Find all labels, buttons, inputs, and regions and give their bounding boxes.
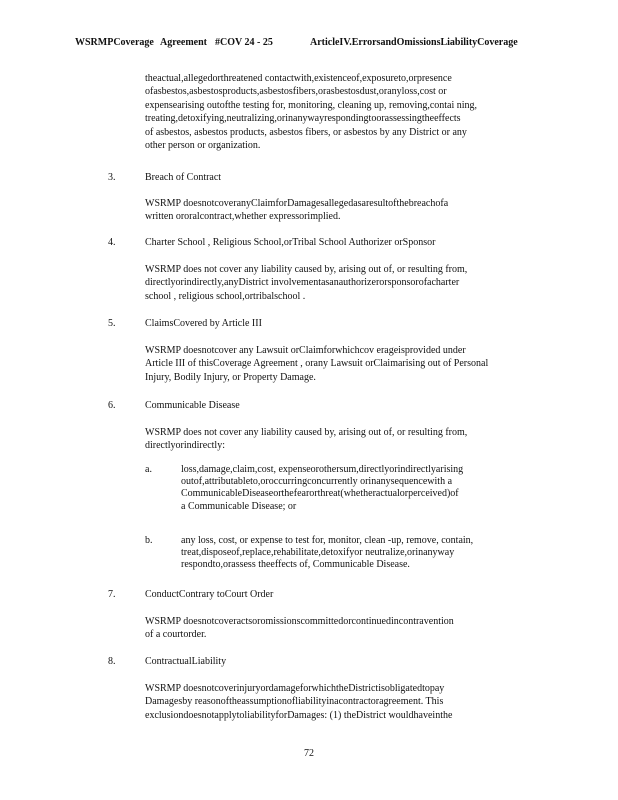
- subitem-letter: a.: [145, 464, 152, 475]
- text-line: WSRMP doesnotcover any Lawsuit orClaimforwhichcov erageisprovided under: [145, 345, 466, 356]
- item-number: 5.: [108, 318, 116, 329]
- header-article-title: ArticleIV.ErrorsandOmissionsLiabilityCoverage: [310, 37, 518, 48]
- text-line: other person or organization.: [145, 140, 261, 152]
- header-agreement-label: Agreement: [160, 37, 208, 48]
- text-line: WSRMP doesnotcoverinjuryordamageforwhichtheDistrictisobligatedtopay: [145, 683, 445, 694]
- text-line: directlyorindirectly,anyDistrict involvementasanauthorizerorsponsorofacharter: [145, 277, 460, 289]
- text-line: written ororalcontract,whether expressorimplied.: [145, 211, 341, 223]
- item-number: 8.: [108, 656, 116, 667]
- page-number: 72: [304, 748, 314, 759]
- text-line: WSRMP doesnotcoveranyClaimforDamagesallegedasaresultofthebreachofa: [145, 198, 449, 209]
- text-line: Damagesby reasonoftheassumptionofliabilityinacontractoragreement. This: [145, 696, 444, 708]
- item-body: [145, 197, 515, 224]
- header-coverage-name: WSRMPCoverage: [75, 37, 154, 48]
- item-number: 6.: [108, 400, 116, 411]
- item-body: [145, 263, 515, 303]
- item-title-contractual-liability: ContractualLiability: [145, 656, 227, 667]
- item-body: [145, 426, 515, 453]
- text-line: loss,damage,claim,cost, expenseorothersum,directlyorindirectlyarising: [181, 464, 464, 475]
- item-body: [145, 682, 515, 722]
- item-number: 4.: [108, 237, 116, 248]
- text-line: outof,attributableto,oroccurringconcurrently orinanysequencewith a: [181, 476, 453, 488]
- item-body: [145, 615, 515, 642]
- item-title-conduct-contrary: ConductContrary toCourt Order: [145, 589, 274, 600]
- text-line: ofasbestos,asbestosproducts,asbestosfibers,orasbestosdust,oranyloss,cost or: [145, 86, 447, 98]
- item-title-communicable-disease: Communicable Disease: [145, 400, 240, 411]
- subitem-body: [181, 535, 531, 572]
- text-line: theactual,allegedorthreatened contactwith,existenceof,exposureto,orpresence: [145, 73, 452, 84]
- text-line: WSRMP doesnotcoveractsoromissionscommittedorcontinuedincontravention: [145, 616, 454, 627]
- continuation-paragraph: [145, 72, 515, 152]
- text-line: Article III of thisCoverage Agreement , orany Lawsuit orClaimarising out of Personal: [145, 358, 489, 370]
- text-line: of a courtorder.: [145, 629, 207, 641]
- text-line: CommunicableDiseaseorthefearorthreat(whetheractualorperceived)of: [181, 488, 459, 500]
- header-agreement-number: #COV 24 - 25: [215, 37, 273, 48]
- text-line: school , religious school,ortribalschool .: [145, 290, 306, 302]
- subitem-letter: b.: [145, 535, 153, 546]
- item-title-claims-covered: ClaimsCovered by Article III: [145, 318, 262, 329]
- text-line: a Communicable Disease; or: [181, 500, 297, 512]
- text-line: of asbestos, asbestos products, asbestos fibers, or asbestos by any District or any: [145, 126, 467, 138]
- text-line: any loss, cost, or expense to test for, monitor, clean -up, remove, contain,: [181, 535, 474, 546]
- text-line: treat,disposeof,replace,rehabilitate,detoxifyor neutralize,orinanyway: [181, 547, 455, 559]
- item-title-charter-school: Charter School , Religious School,orTribal School Authorizer orSponsor: [145, 237, 436, 248]
- text-line: expensearising outofthe testing for, monitoring, cleaning up, removing,contai ning,: [145, 99, 478, 111]
- text-line: respondto,orassess theeffects of, Communicable Disease.: [181, 559, 410, 571]
- text-line: directlyorindirectly:: [145, 440, 225, 452]
- text-line: treating,detoxifying,neutralizing,orinanywayrespondingtoorassessingtheeffects: [145, 113, 461, 125]
- item-body: [145, 344, 515, 384]
- subitem-body: [181, 464, 531, 513]
- text-line: WSRMP does not cover any liability caused by, arising out of, or resulting from,: [145, 264, 468, 275]
- text-line: Injury, Bodily Injury, or Property Damage.: [145, 371, 316, 383]
- item-title-breach-of-contract: Breach of Contract: [145, 172, 222, 183]
- text-line: exclusiondoesnotapplytoliabilityforDamages: (1) theDistrict wouldhaveinthe: [145, 709, 453, 721]
- page-header: [75, 37, 535, 51]
- item-number: 7.: [108, 589, 116, 600]
- item-number: 3.: [108, 172, 116, 183]
- text-line: WSRMP does not cover any liability caused by, arising out of, or resulting from,: [145, 427, 468, 438]
